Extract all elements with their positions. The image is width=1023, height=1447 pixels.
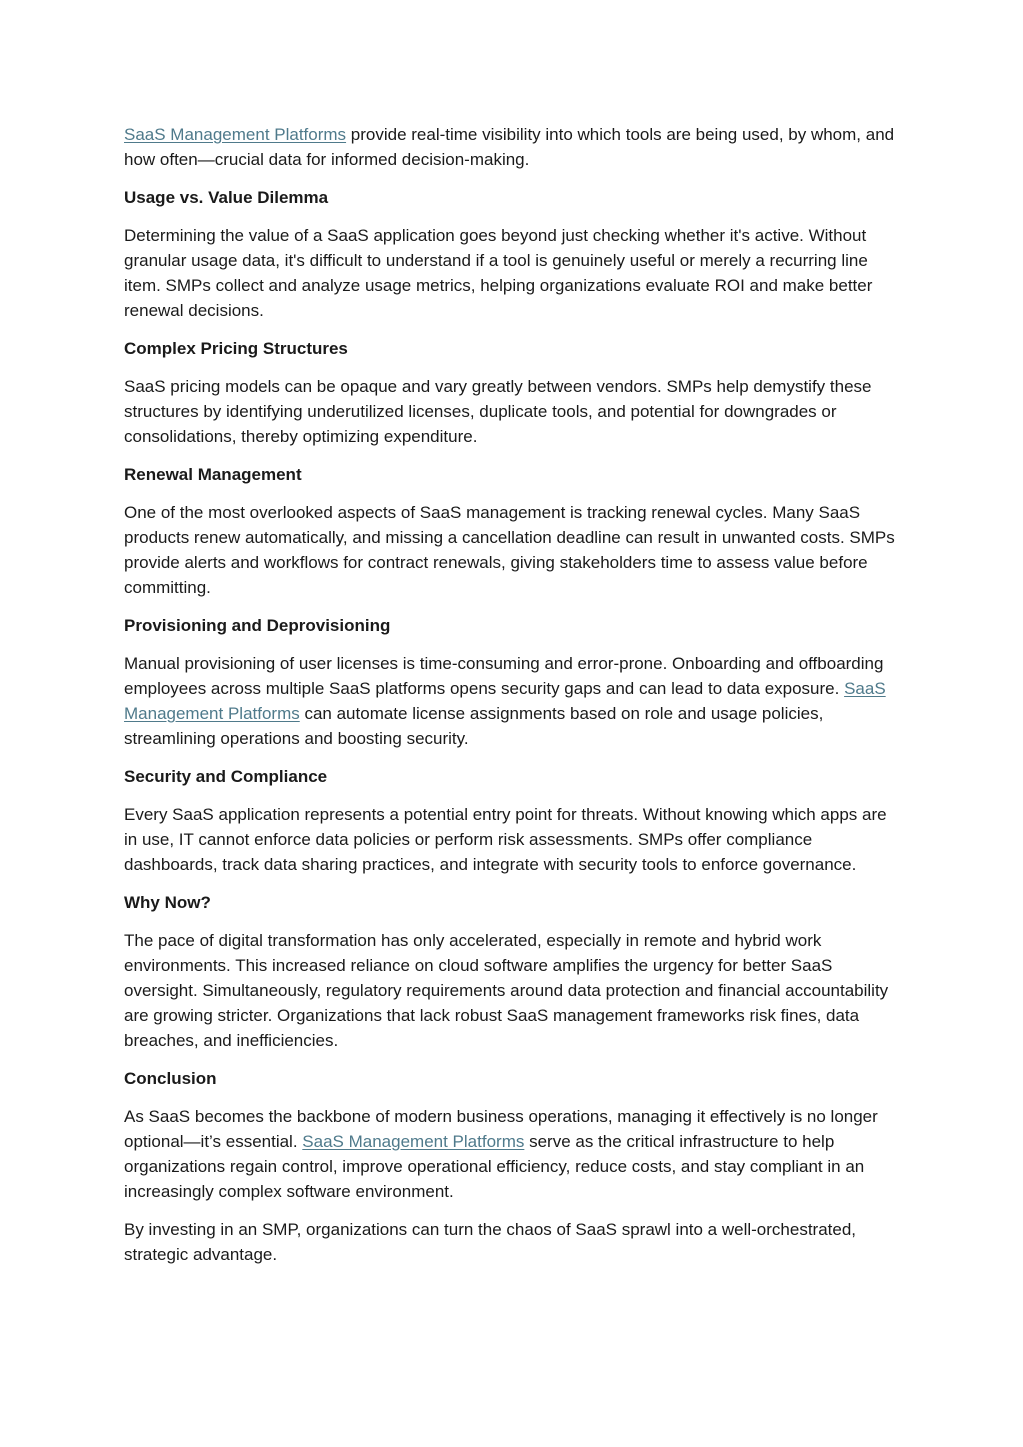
- why-now-paragraph: The pace of digital transformation has only accelerated, especially in remote and hybrid work environments. This increased reliance on cloud software amplifies the urgency for better SaaS oversight. Simultaneously, regulatory requirements around data protection and financial accountability are growing stricter. Organizations that lack robust SaaS management frameworks risk fines, data breaches, and inefficiencies.: [124, 931, 889, 1050]
- renewal-paragraph: One of the most overlooked aspects of SaaS management is tracking renewal cycles. Many SaaS products renew automatically, and missing a cancellation deadline can result in unwanted costs. SMPs provide alerts and workflows for contract renewals, giving stakeholders time to assess value before committing.: [124, 503, 895, 597]
- pricing-paragraph: SaaS pricing models can be opaque and vary greatly between vendors. SMPs help demystify these structures by identifying underutilized licenses, duplicate tools, and potential for downgrades or consolidations, thereby optimizing expenditure.: [124, 377, 872, 446]
- provisioning-text-before: Manual provisioning of user licenses is time-consuming and error-prone. Onboarding and offboarding employees across multiple SaaS platforms opens security gaps and can lead to data exposure.: [124, 654, 884, 698]
- provisioning-text-after: can automate license assignments based on role and usage policies, streamlining operations and boosting security.: [124, 704, 824, 748]
- conclusion-text-after: serve as the critical infrastructure to help organizations regain control, improve operational efficiency, reduce costs, and stay compliant in an increasingly complex software environment.: [124, 1132, 865, 1201]
- saas-management-platforms-link[interactable]: SaaS Management Platforms: [124, 679, 886, 723]
- saas-management-platforms-link[interactable]: SaaS Management Platforms: [124, 125, 347, 144]
- conclusion-text-before: As SaaS becomes the backbone of modern business operations, managing it effectively is no longer optional—it’s essential.: [124, 1107, 878, 1151]
- provisioning-heading: Provisioning and Deprovisioning: [124, 616, 391, 635]
- conclusion-heading: Conclusion: [124, 1069, 217, 1088]
- usage-heading: Usage vs. Value Dilemma: [124, 188, 329, 207]
- security-heading: Security and Compliance: [124, 767, 328, 786]
- conclusion-paragraph: [124, 1104, 895, 1204]
- renewal-heading: Renewal Management: [124, 465, 302, 484]
- pricing-heading: Complex Pricing Structures: [124, 339, 348, 358]
- saas-management-platforms-link[interactable]: SaaS Management Platforms: [302, 1132, 525, 1151]
- closing-paragraph: By investing in an SMP, organizations can turn the chaos of SaaS sprawl into a well-orchestrated, strategic advantage.: [124, 1220, 857, 1264]
- security-paragraph: Every SaaS application represents a potential entry point for threats. Without knowing which apps are in use, IT cannot enforce data policies or perform risk assessments. SMPs offer compliance dashboards, track data sharing practices, and integrate with security tools to enforce governance.: [124, 805, 887, 874]
- usage-paragraph: Determining the value of a SaaS application goes beyond just checking whether it's active. Without granular usage data, it's difficult to understand if a tool is genuinely useful or merely a recurring line item. SMPs collect and analyze usage metrics, helping organizations evaluate ROI and make better renewal decisions.: [124, 226, 873, 320]
- intro-text: provide real-time visibility into which tools are being used, by whom, and how often—crucial data for informed decision-making.: [124, 125, 895, 169]
- provisioning-paragraph: [124, 651, 895, 751]
- intro-paragraph: [124, 122, 895, 172]
- why-now-heading: Why Now?: [124, 893, 211, 912]
